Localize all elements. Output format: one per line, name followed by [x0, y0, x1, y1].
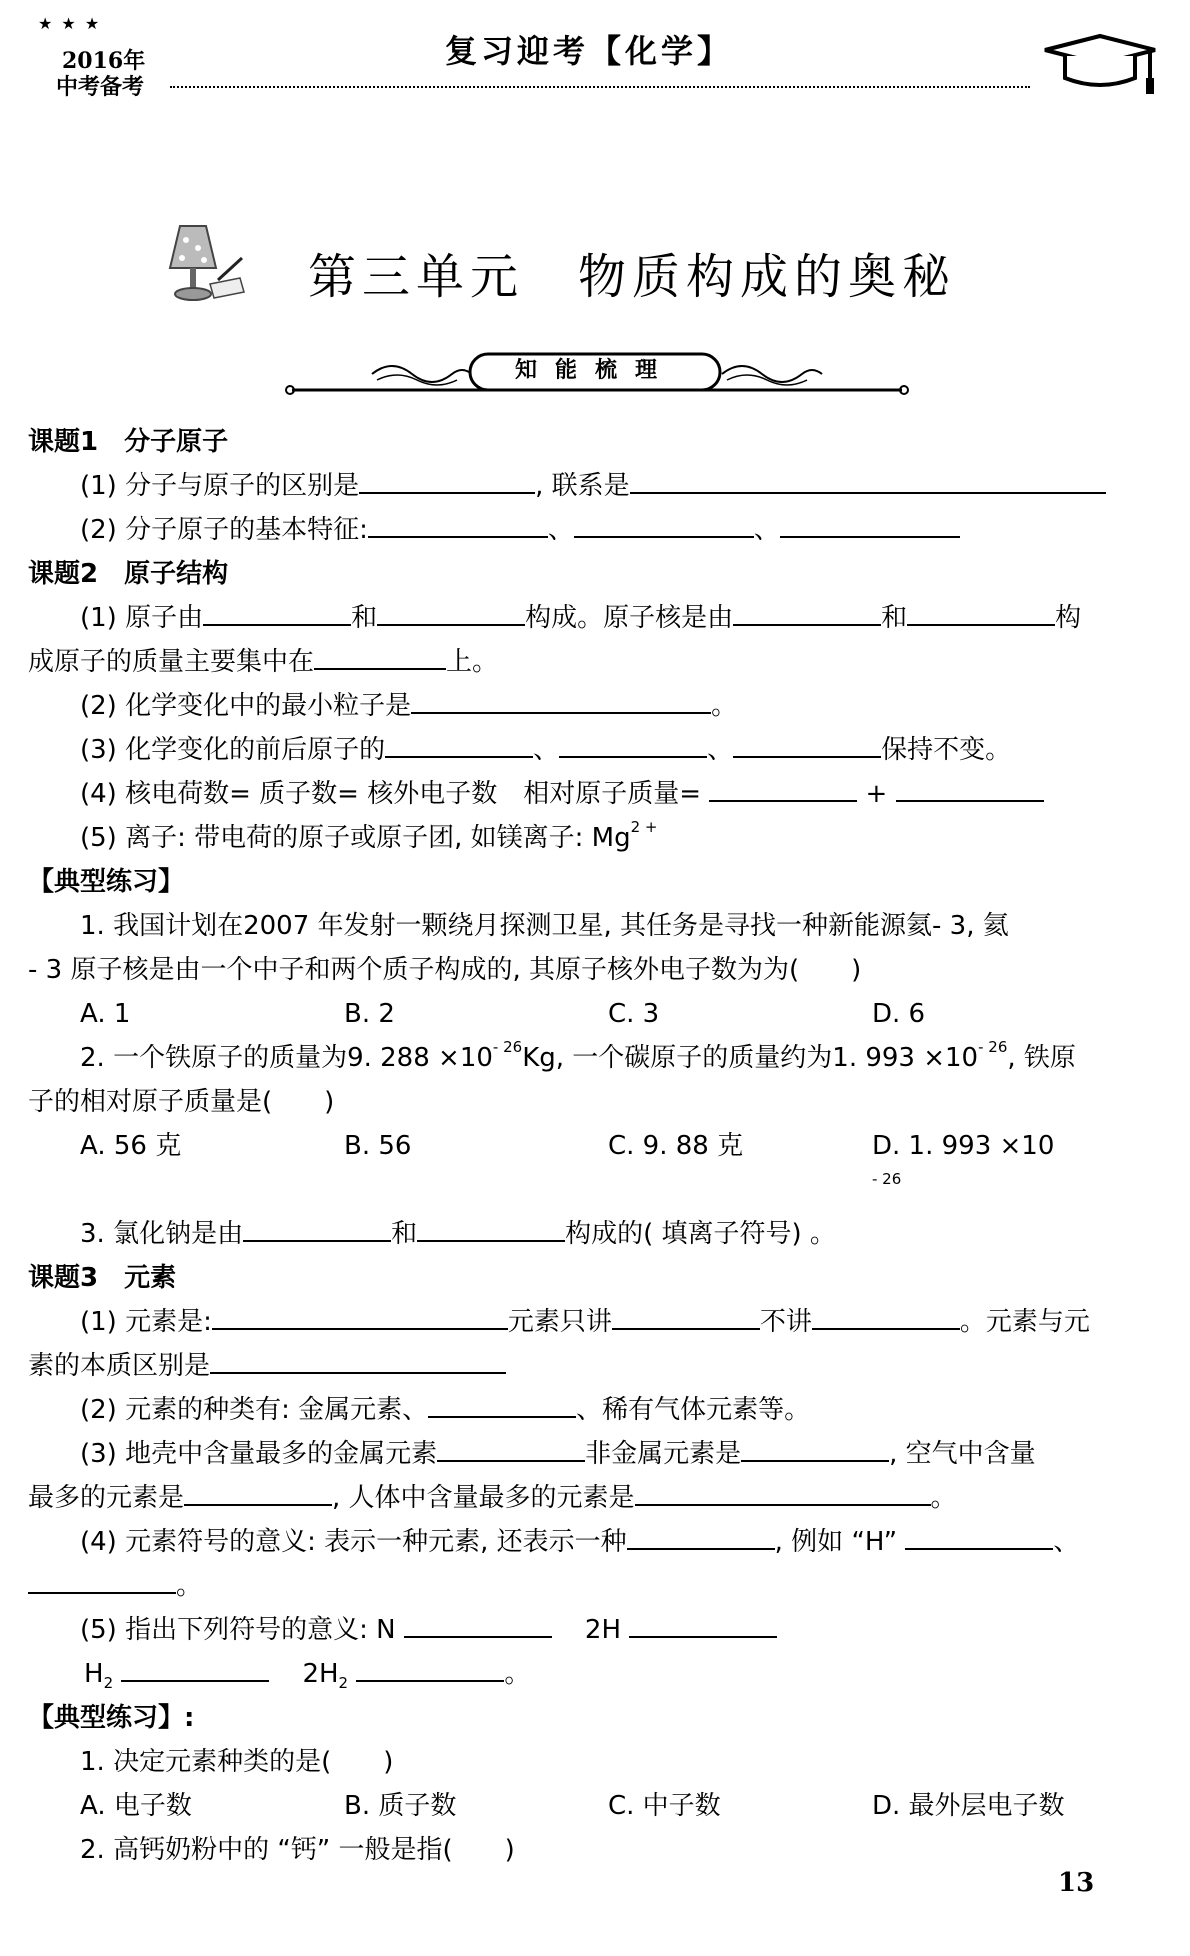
- question-text: 。: [930, 1483, 957, 1513]
- answer-blank[interactable]: [780, 510, 960, 538]
- question-text: , 例如 “H”: [774, 1527, 898, 1557]
- option-a[interactable]: A. 56 克: [80, 1131, 182, 1161]
- worksheet-content: [28, 420, 1164, 1872]
- question-line: (3) 化学变化的前后原子的 、 、 保持不变。: [28, 728, 1164, 772]
- question-text: (2) 分子原子的基本特征:: [80, 515, 368, 545]
- question-line: [28, 1564, 1164, 1608]
- answer-blank[interactable]: [733, 730, 881, 758]
- answer-blank[interactable]: [612, 1302, 760, 1330]
- question-line: [28, 596, 1164, 640]
- superscript: - 26: [872, 1170, 902, 1188]
- question-text: Kg, 一个碳原子的质量约为1. 993 ×10: [522, 1043, 979, 1073]
- option-c[interactable]: C. 9. 88 克: [608, 1131, 744, 1161]
- answer-blank[interactable]: [368, 510, 548, 538]
- question-text: (5) 离子: 带电荷的原子或原子团, 如镁离子: Mg: [80, 823, 631, 853]
- question-text: 、: [1053, 1527, 1080, 1557]
- option-c[interactable]: C. 中子数: [608, 1791, 721, 1821]
- answer-blank[interactable]: [203, 598, 351, 626]
- question-text: 保持不变。: [881, 735, 1012, 765]
- answer-blank[interactable]: [184, 1478, 332, 1506]
- answer-blank[interactable]: [359, 466, 535, 494]
- option-b[interactable]: B. 56: [344, 1131, 412, 1161]
- header-badge: [28, 14, 168, 104]
- question-line: [28, 1036, 1164, 1080]
- question-line: 1. 我国计划在2007 年发射一颗绕月探测卫星, 其任务是寻找一种新能源氦- 3, 氦: [80, 911, 1009, 941]
- question-line: [28, 1652, 1164, 1696]
- answer-blank[interactable]: [28, 1566, 176, 1594]
- question-text: 素的本质区别是: [28, 1351, 211, 1381]
- graduation-cap-icon: [1040, 28, 1160, 98]
- question-line: 2. 高钙奶粉中的 “钙” 一般是指( ): [80, 1835, 515, 1865]
- answer-blank[interactable]: [385, 730, 533, 758]
- question-text: , 空气中含量: [889, 1439, 1036, 1469]
- answer-blank[interactable]: [574, 510, 754, 538]
- option-c[interactable]: C. 3: [608, 999, 660, 1029]
- answer-blank[interactable]: [411, 686, 711, 714]
- answer-blank[interactable]: [630, 466, 1106, 494]
- question-text: 最多的元素是: [28, 1483, 185, 1513]
- answer-options: [28, 992, 1164, 1036]
- answer-blank[interactable]: [377, 598, 525, 626]
- answer-options: [28, 1784, 1164, 1828]
- question-line: [28, 684, 1164, 728]
- practice-heading: 【典型练习】:: [28, 1703, 195, 1733]
- question-line: - 3 原子核是由一个中子和两个质子构成的, 其原子核外电子数为为( ): [28, 955, 862, 985]
- question-text: +: [865, 779, 888, 809]
- answer-blank[interactable]: [907, 598, 1055, 626]
- question-text: 元素只讲: [507, 1307, 612, 1337]
- question-text: 2H: [584, 1615, 621, 1645]
- question-text: 构: [1055, 603, 1082, 633]
- question-text: (3) 化学变化的前后原子的: [80, 735, 386, 765]
- subscript: 2: [338, 1674, 349, 1693]
- answer-blank[interactable]: [417, 1214, 565, 1242]
- option-d[interactable]: D. 6: [872, 999, 926, 1029]
- question-text: , 铁原: [1007, 1043, 1076, 1073]
- answer-blank[interactable]: [428, 1390, 576, 1418]
- answer-blank[interactable]: [627, 1522, 775, 1550]
- question-text: 。: [504, 1659, 531, 1689]
- question-text: 上。: [446, 647, 499, 677]
- question-line: 1. 决定元素种类的是( ): [80, 1747, 394, 1777]
- question-text: 、稀有气体元素等。: [576, 1395, 811, 1425]
- question-line: [28, 816, 1164, 860]
- option-a[interactable]: A. 1: [80, 999, 131, 1029]
- answer-blank[interactable]: [437, 1434, 585, 1462]
- option-text: D. 1. 993 ×10: [872, 1131, 1055, 1161]
- practice-heading: 【典型练习】: [28, 867, 185, 897]
- question-line: [28, 1432, 1164, 1476]
- question-text: 。: [711, 691, 738, 721]
- answer-blank[interactable]: [733, 598, 881, 626]
- question-line: [28, 1388, 1164, 1432]
- question-line: [28, 1520, 1164, 1564]
- answer-blank[interactable]: [210, 1346, 506, 1374]
- question-text: 成原子的质量主要集中在: [28, 647, 315, 677]
- star-icons: ★ ★ ★: [38, 14, 102, 33]
- question-line: [28, 1476, 1164, 1520]
- answer-blank[interactable]: [741, 1434, 889, 1462]
- question-text: (4) 元素符号的意义: 表示一种元素, 还表示一种: [80, 1527, 627, 1557]
- header-title: 复习迎考【化学】: [445, 32, 734, 70]
- answer-options: [28, 1124, 1164, 1212]
- answer-blank[interactable]: [404, 1610, 552, 1638]
- question-text: (2) 元素的种类有: 金属元素、: [80, 1395, 429, 1425]
- answer-blank[interactable]: [314, 642, 446, 670]
- lamp-icon: [158, 218, 248, 308]
- question-text: (5) 指出下列符号的意义: N: [80, 1615, 396, 1645]
- question-text: 和: [391, 1219, 418, 1249]
- question-text: 和: [881, 603, 908, 633]
- answer-blank[interactable]: [243, 1214, 391, 1242]
- formula-text: H: [84, 1659, 104, 1689]
- formula-text: 2H: [302, 1659, 339, 1689]
- question-line: (2) 分子原子的基本特征: 、 、: [28, 508, 1164, 552]
- question-text: (2) 化学变化中的最小粒子是: [80, 691, 412, 721]
- question-line: 子的相对原子质量是( ): [28, 1087, 335, 1117]
- section-heading: 课题1 分子原子: [28, 427, 229, 457]
- answer-blank[interactable]: [905, 1522, 1053, 1550]
- question-line: [28, 640, 1164, 684]
- header-subtitle: 中考备考: [56, 74, 145, 100]
- question-line: [28, 1608, 1164, 1652]
- answer-blank[interactable]: [121, 1654, 269, 1682]
- answer-blank[interactable]: [629, 1610, 777, 1638]
- question-text: (1) 原子由: [80, 603, 204, 633]
- question-text: 不讲: [759, 1307, 812, 1337]
- subscript: 2: [103, 1674, 114, 1693]
- question-text: 2. 一个铁原子的质量为9. 288 ×10: [80, 1043, 493, 1073]
- option-d[interactable]: D. 最外层电子数: [872, 1791, 1065, 1821]
- answer-blank[interactable]: [559, 730, 707, 758]
- banner-label: 知能梳理: [514, 358, 675, 383]
- question-line: [28, 464, 1164, 508]
- question-text: 和: [351, 603, 378, 633]
- question-text: 非金属元素是: [585, 1439, 742, 1469]
- question-text: 构成的( 填离子符号) 。: [565, 1219, 836, 1249]
- question-line: [28, 1212, 1164, 1256]
- question-text: 。元素与元: [959, 1307, 1090, 1337]
- answer-blank[interactable]: [812, 1302, 960, 1330]
- question-line: [28, 772, 1164, 816]
- question-text: (1) 分子与原子的区别是: [80, 471, 360, 501]
- option-d[interactable]: [872, 1124, 1136, 1212]
- question-line: [28, 1300, 1164, 1344]
- question-text: (1) 元素是:: [80, 1307, 212, 1337]
- question-text: 。: [176, 1571, 203, 1601]
- superscript: - 26: [978, 1038, 1008, 1056]
- answer-blank[interactable]: [635, 1478, 931, 1506]
- option-a[interactable]: A. 电子数: [80, 1791, 192, 1821]
- section-heading: 课题2 原子结构: [28, 559, 229, 589]
- header-year: 2016年: [62, 48, 146, 74]
- option-b[interactable]: B. 质子数: [344, 1791, 457, 1821]
- answer-blank[interactable]: [709, 774, 857, 802]
- question-text: (4) 核电荷数= 质子数= 核外电子数 相对原子质量=: [80, 779, 701, 809]
- option-b[interactable]: B. 2: [344, 999, 395, 1029]
- answer-blank[interactable]: [356, 1654, 504, 1682]
- question-text: 3. 氯化钠是由: [80, 1219, 244, 1249]
- page-number: 13: [1058, 1868, 1095, 1898]
- question-text: 构成。原子核是由: [525, 603, 734, 633]
- answer-blank[interactable]: [212, 1302, 508, 1330]
- header-divider: [170, 86, 1030, 88]
- unit-title: 第三单元 物质构成的奥秘: [308, 249, 957, 305]
- superscript: 2 +: [630, 818, 658, 836]
- question-text: (3) 地壳中含量最多的金属元素: [80, 1439, 438, 1469]
- section-heading: 课题3 元素: [28, 1263, 177, 1293]
- superscript: - 26: [492, 1038, 523, 1056]
- answer-blank[interactable]: [896, 774, 1044, 802]
- question-text: , 人体中含量最多的元素是: [332, 1483, 635, 1513]
- question-line: [28, 1344, 1164, 1388]
- question-text: , 联系是: [535, 471, 630, 501]
